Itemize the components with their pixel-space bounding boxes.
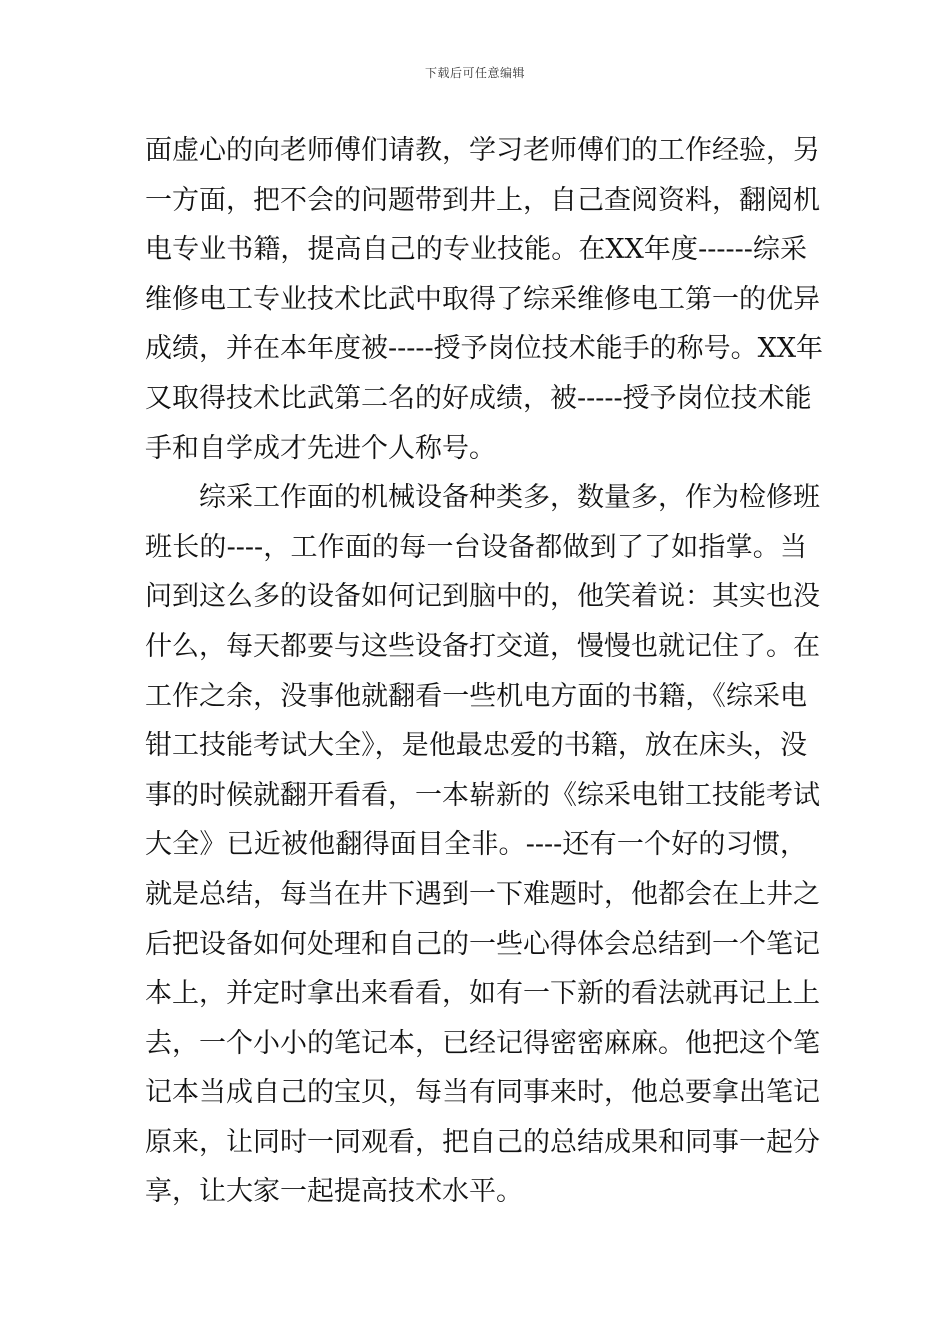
text-line: 维修电工专业技术比武中取得了综采维修电工第一的优异: [145, 283, 820, 315]
text-line: 后把设备如何处理和自己的一些心得体会总结到一个笔记: [145, 928, 820, 960]
page-header: 下载后可任意编辑: [424, 66, 525, 80]
text-line: 手和自学成才先进个人称号。: [145, 432, 496, 464]
text-line: 去，一个小小的笔记本，已经记得密密麻麻。他把这个笔: [145, 1027, 820, 1059]
text-line: 问到这么多的设备如何记到脑中的，他笑着说：其实也没: [145, 581, 820, 613]
document-body: [145, 126, 824, 1217]
text-line: 又取得技术比武第二名的好成绩，被-----授予岗位技术能: [145, 382, 812, 414]
text-line: 享，让大家一起提高技术水平。: [145, 1176, 523, 1208]
text-line: 什么，每天都要与这些设备打交道，慢慢也就记住了。在: [145, 630, 820, 662]
text-line: 就是总结，每当在井下遇到一下难题时，他都会在上井之: [145, 878, 820, 910]
text-line: 原来，让同时一同观看，把自己的总结成果和同事一起分: [145, 1126, 820, 1158]
text-line: 电专业书籍，提高自己的专业技能。在XX年度------综采: [145, 234, 807, 266]
text-line: 钳工技能考试大全》，是他最忠爱的书籍，放在床头，没: [145, 730, 807, 762]
text-line: 成绩，并在本年度被-----授予岗位技术能手的称号。XX年: [145, 333, 824, 365]
text-line: 一方面，把不会的问题带到井上，自己查阅资料，翻阅机: [145, 184, 820, 216]
text-line: 事的时候就翻开看看，一本崭新的《综采电钳工技能考试: [145, 779, 820, 811]
text-line: 工作之余，没事他就翻看一些机电方面的书籍，《综采电: [145, 680, 807, 712]
paragraph-2: [145, 473, 820, 1217]
text-line: 本上，并定时拿出来看看，如有一下新的看法就再记上上: [145, 978, 820, 1010]
paragraph-1: [145, 126, 824, 473]
text-line: 记本当成自己的宝贝，每当有同事来时，他总要拿出笔记: [145, 1077, 820, 1109]
text-line: 面虚心的向老师傅们请教，学习老师傅们的工作经验，另: [145, 135, 820, 166]
text-line: 综采工作面的机械设备种类多，数量多，作为检修班: [145, 482, 820, 514]
text-line: 班长的----，工作面的每一台设备都做到了了如指掌。当: [145, 531, 807, 563]
text-line: 大全》已近被他翻得面目全非。----还有一个好的习惯，: [145, 829, 807, 861]
